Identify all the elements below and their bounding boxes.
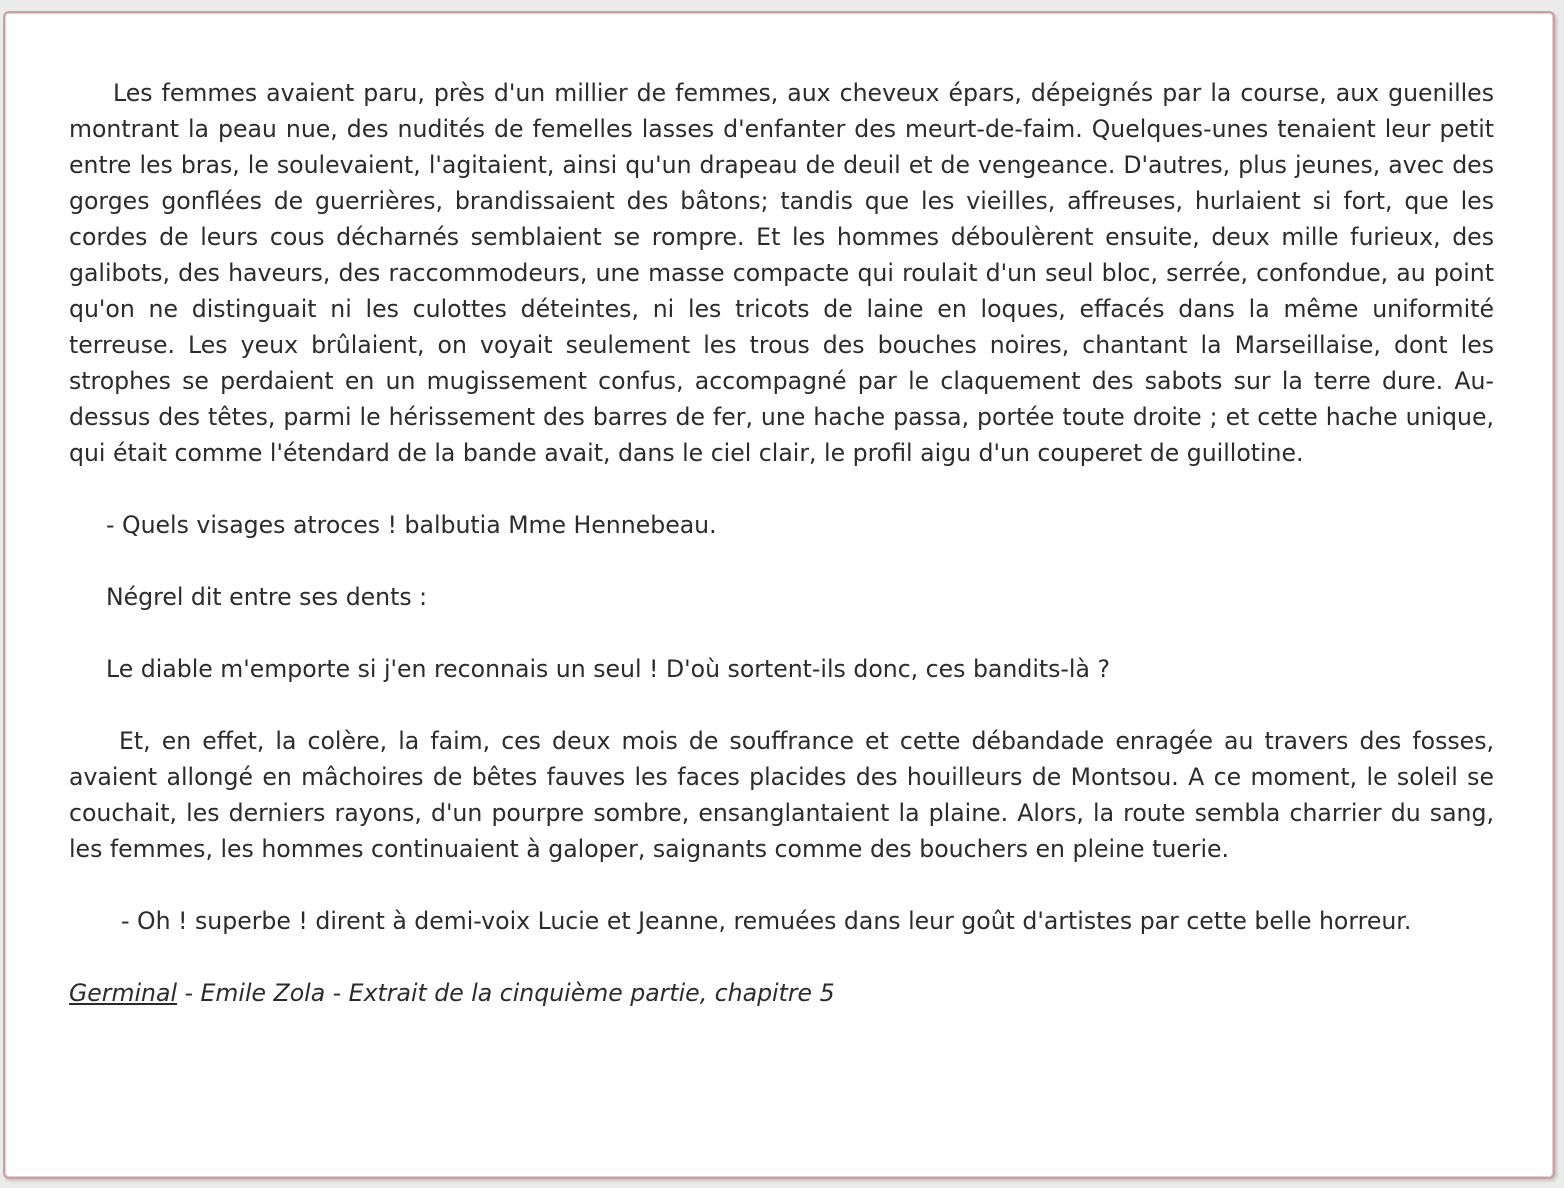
paragraph-2: - Quels visages atroces ! balbutia Mme Hennebeau. [106,511,717,539]
paragraph-5: Et, en effet, la colère, la faim, ces deux mois de souffrance et cette débandade enragée au travers des fosses, avaient allongé en mâchoires de bêtes fauves les faces placides des houilleurs de Montsou. A ce moment, le soleil se couchait, les derniers rayons, d'un pourpre sombre, ensanglantaient la plaine. Alors, la route sembla charrier du sang, les femmes, les hommes continuaient à galoper, saignants comme des bouchers en pleine tuerie. [69,727,1494,863]
paragraph-6: - Oh ! superbe ! dirent à demi-voix Lucie et Jeanne, remuées dans leur goût d'artistes par cette belle horreur. [121,907,1412,935]
paragraph-4: Le diable m'emporte si j'en reconnais un seul ! D'où sortent-ils donc, ces bandits-là ? [106,655,1110,683]
source-citation [69,975,1494,1011]
book-title-link[interactable]: Germinal [69,979,178,1007]
paragraph-3: Négrel dit entre ses dents : [106,583,428,611]
paragraph-1: Les femmes avaient paru, près d'un millier de femmes, aux cheveux épars, dépeignés par la course, aux guenilles montrant la peau nue, des nudités de femelles lasses d'enfanter des meurt-de-faim. Quelques-unes tenaient leur petit entre les bras, le soulevaient, l'agitaient, ainsi qu'un drapeau de deuil et de vengeance. D'autres, plus jeunes, avec des gorges gonflées de guerrières, brandissaient des bâtons; tandis que les vieilles, affreuses, hurlaient si fort, que les cordes de leurs cous décharnés semblaient se rompre. Et les hommes déboulèrent ensuite, deux mille furieux, des galibots, des haveurs, des raccommodeurs, une masse compacte qui roulait d'un seul bloc, serrée, confondue, au point qu'on ne distinguait ni les culottes déteintes, ni les tricots de laine en loques, effacés dans la même uniformité terreuse. Les yeux brûlaient, on voyait seulement les trous des bouches noires, chantant la Marseillaise, dont les strophes se perdaient en un mugissement confus, accompagné par le claquement des sabots sur la terre dure. Au-dessus des têtes, parmi le hérissement des barres de fer, une hache passa, portée toute droite ; et cette hache unique, qui était comme l'étendard de la bande avait, dans le ciel clair, le profil aigu d'un couperet de guillotine. [69,79,1494,467]
source-details: - Emile Zola - Extrait de la cinquième partie, chapitre 5 [177,979,835,1007]
excerpt-text [69,75,1494,1047]
text-panel [3,11,1555,1179]
